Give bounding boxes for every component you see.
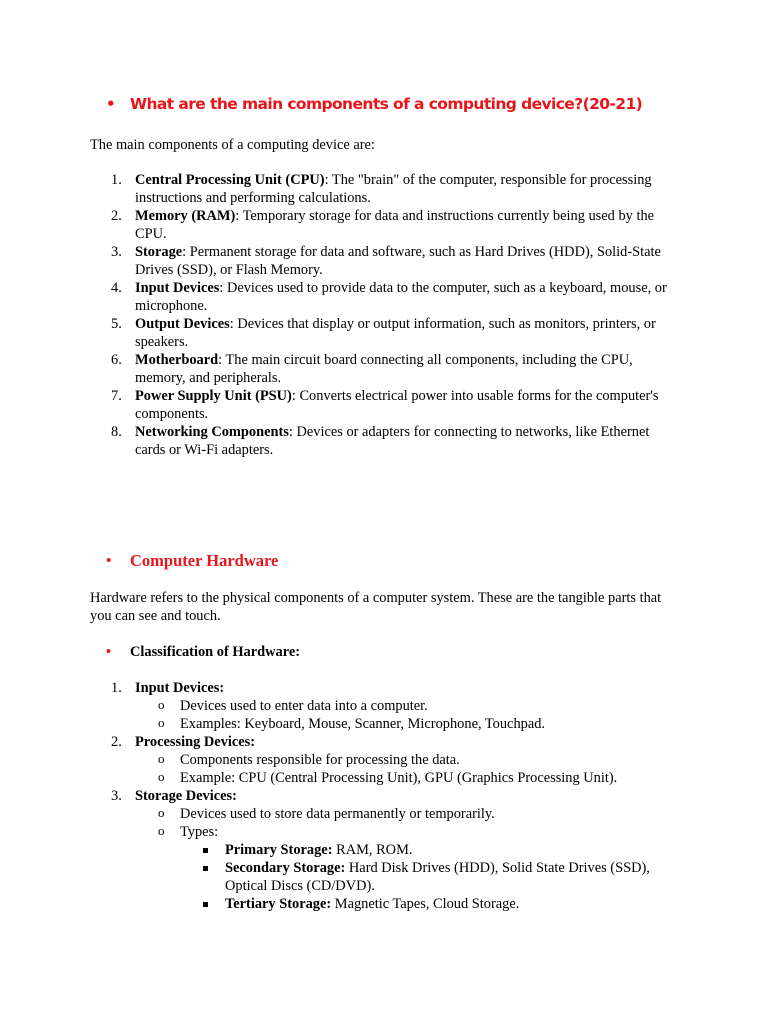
circle-bullet-icon: o	[158, 805, 165, 820]
sub-item	[135, 769, 682, 787]
sub-item-text: Examples: Keyboard, Mouse, Scanner, Microphone, Touchpad.	[180, 716, 546, 732]
list-item-desc: : Converts electrical power into usable forms for the computer's components.	[135, 388, 659, 422]
class-points	[135, 805, 682, 913]
type-desc: Hard Disk Drives (HDD), Solid State Drives (SSD), Optical Discs (CD/DVD).	[225, 860, 650, 894]
sub-item	[135, 751, 682, 769]
list-number: 2.	[111, 734, 122, 750]
list-item	[90, 207, 682, 243]
classification-list	[90, 679, 682, 913]
list-number: 1.	[111, 172, 122, 188]
type-item	[180, 841, 682, 859]
class-title: Processing Devices:	[135, 734, 256, 750]
list-number: 7.	[111, 388, 122, 404]
list-item	[90, 243, 682, 279]
class-item	[90, 733, 682, 787]
list-number: 5.	[111, 316, 122, 332]
list-number: 1.	[111, 680, 122, 696]
list-item	[90, 423, 682, 459]
list-item-term: Networking Components	[135, 424, 289, 440]
list-number: 3.	[111, 244, 122, 260]
sub-item	[135, 805, 682, 823]
list-item-desc: : Temporary storage for data and instructions currently being used by the CPU.	[135, 208, 655, 242]
classification-heading-text: Classification of Hardware:	[130, 644, 301, 660]
type-desc: RAM, ROM.	[332, 842, 413, 858]
class-points	[135, 697, 682, 733]
list-item-desc: : Devices used to provide data to the computer, such as a keyboard, mouse, or microphone.	[135, 280, 667, 314]
class-points	[135, 751, 682, 787]
hardware-paragraph: Hardware refers to the physical components of a computer system. These are the tangible parts that you can see and touch.	[90, 590, 662, 624]
class-title: Input Devices:	[135, 680, 225, 696]
type-item	[180, 895, 682, 913]
bullet-icon: •	[106, 644, 112, 660]
components-list	[90, 171, 682, 459]
sub-item-text: Example: CPU (Central Processing Unit), GPU (Graphics Processing Unit).	[180, 770, 618, 786]
square-bullet-icon	[203, 902, 208, 907]
list-item-term: Central Processing Unit (CPU)	[135, 172, 325, 188]
type-term: Secondary Storage:	[225, 860, 346, 876]
square-bullet-icon	[203, 848, 208, 853]
class-item	[90, 679, 682, 733]
list-number: 3.	[111, 788, 122, 804]
list-item	[90, 387, 682, 423]
sub-item	[135, 697, 682, 715]
intro-paragraph: The main components of a computing device are:	[90, 137, 375, 153]
list-number: 4.	[111, 280, 122, 296]
storage-types	[180, 841, 682, 913]
circle-bullet-icon: o	[158, 697, 165, 712]
list-item-term: Motherboard	[135, 352, 219, 368]
sub-item-text: Types:	[180, 824, 219, 840]
heading-text: Computer Hardware	[130, 551, 279, 570]
list-item-desc: : Devices that display or output information, such as monitors, printers, or speakers.	[135, 316, 656, 350]
list-item-term: Input Devices	[135, 280, 220, 296]
type-desc: Magnetic Tapes, Cloud Storage.	[331, 896, 520, 912]
list-item-desc: : The main circuit board connecting all components, including the CPU, memory, and peripherals.	[135, 352, 633, 386]
list-item-desc: : The "brain" of the computer, responsible for processing instructions and performing calculations.	[135, 172, 652, 206]
heading-text: What are the main components of a computing device?(20-21)	[130, 95, 643, 113]
list-item-term: Power Supply Unit (PSU)	[135, 388, 292, 404]
sub-item-text: Devices used to enter data into a computer.	[180, 698, 428, 714]
square-bullet-icon	[203, 866, 208, 871]
list-number: 8.	[111, 424, 122, 440]
list-item	[90, 171, 682, 207]
class-item	[90, 787, 682, 913]
list-item	[90, 315, 682, 351]
circle-bullet-icon: o	[158, 823, 165, 838]
class-title: Storage Devices:	[135, 788, 237, 804]
type-term: Tertiary Storage:	[225, 896, 332, 912]
sub-item-text: Components responsible for processing the data.	[180, 752, 460, 768]
list-item	[90, 279, 682, 315]
list-number: 2.	[111, 208, 122, 224]
list-item	[90, 351, 682, 387]
list-item-desc: : Devices or adapters for connecting to networks, like Ethernet cards or Wi-Fi adapters.	[135, 424, 650, 458]
type-term: Primary Storage:	[225, 842, 333, 858]
circle-bullet-icon: o	[158, 751, 165, 766]
list-item-term: Storage	[135, 244, 183, 260]
circle-bullet-icon: o	[158, 769, 165, 784]
bullet-icon: •	[106, 553, 112, 569]
sub-item-text: Devices used to store data permanently or temporarily.	[180, 806, 495, 822]
sub-item	[135, 823, 682, 913]
sub-item	[135, 715, 682, 733]
circle-bullet-icon: o	[158, 715, 165, 730]
list-number: 6.	[111, 352, 122, 368]
type-item	[180, 859, 682, 895]
list-item-desc: : Permanent storage for data and software, such as Hard Drives (HDD), Solid-State Drives (SSD), or Flash Memory.	[135, 244, 661, 278]
list-item-term: Output Devices	[135, 316, 230, 332]
bullet-icon: •	[106, 95, 116, 113]
list-item-term: Memory (RAM)	[135, 208, 236, 224]
